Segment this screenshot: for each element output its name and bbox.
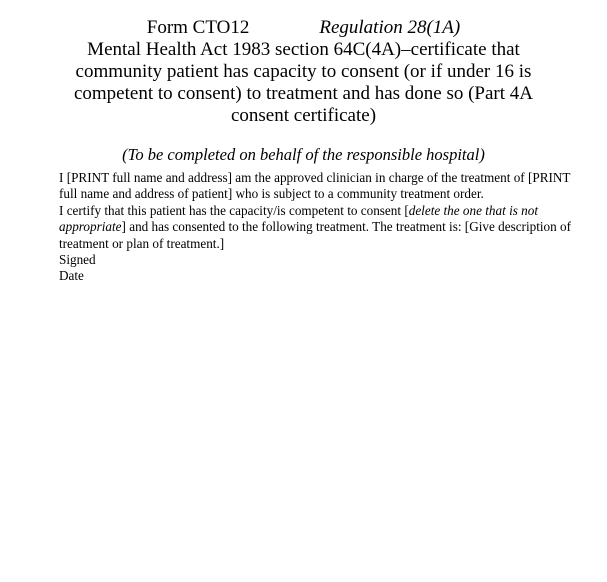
form-body xyxy=(59,170,579,285)
form-subtitle: (To be completed on behalf of the responsible hospital) xyxy=(122,145,485,164)
signed-label: Signed xyxy=(59,252,96,268)
date-label: Date xyxy=(59,268,84,284)
form-header xyxy=(60,17,547,127)
form-id: Form CTO12 xyxy=(146,17,250,38)
regulation-reference: Regulation 28(1A) xyxy=(319,17,461,38)
clinician-statement: I [PRINT full name and address] am the approved clinician in charge of the treatment of [PRINT full name and address of patient] who is subject to a community treatment order. xyxy=(59,170,571,202)
certification-statement xyxy=(59,203,579,252)
delete-instruction: delete the one that is not appropriate xyxy=(59,202,539,235)
form-title: Mental Health Act 1983 section 64C(4A)–certificate that community patient has capacity to consent (or if under 16 is competent to consent) to treatment and has done so (Part 4A consent certificate) xyxy=(73,39,534,126)
form-id-line xyxy=(60,17,547,39)
certification-text-start: I certify that this patient has the capacity/is competent to consent [ xyxy=(59,202,409,218)
certification-text-end: ] and has consented to the following treatment. The treatment is: [Give description of treatment or plan of treatment.] xyxy=(59,219,572,251)
